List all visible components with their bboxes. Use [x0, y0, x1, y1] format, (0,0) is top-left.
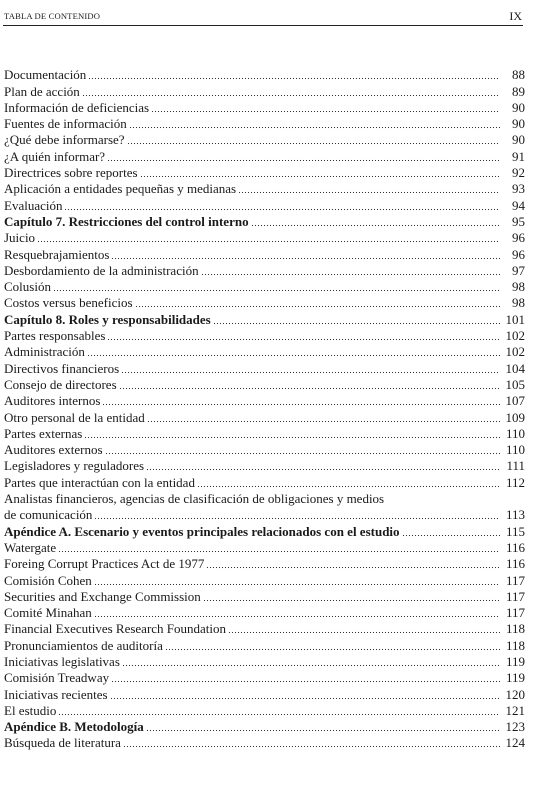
dot-leader: [37, 231, 500, 243]
toc-entry-title: Auditores externos: [4, 442, 103, 458]
toc-entry-title: Evaluación: [4, 197, 63, 213]
toc-entry: [4, 539, 525, 555]
toc-entry-page: 119: [505, 670, 525, 686]
toc-entry-page: 110: [505, 442, 525, 458]
toc-entry-title: Colusión: [4, 279, 51, 295]
toc-entry-title: Watergate: [4, 539, 57, 555]
toc-entry: [4, 571, 525, 587]
toc-entry-page: 89: [512, 83, 525, 99]
toc-entry-title: Juicio: [4, 230, 36, 246]
toc-entry-title: ¿A quién informar?: [4, 148, 106, 164]
toc-entry-title: Financial Executives Research Foundation: [4, 621, 227, 637]
toc-entry-page: 124: [505, 735, 525, 751]
dot-leader: [64, 199, 500, 211]
toc-entry-page: 92: [512, 165, 525, 181]
toc-entry-title: Información de deficiencias: [4, 99, 150, 115]
toc-entry: [4, 147, 525, 163]
dot-leader: [111, 671, 500, 683]
toc-entry: [4, 245, 525, 261]
dot-leader: [119, 378, 500, 390]
toc-entry-title: Partes responsables: [4, 328, 106, 344]
toc-entry-title: Costos versus beneficios: [4, 295, 133, 311]
toc-entry-page: 90: [512, 116, 525, 132]
dot-leader: [111, 248, 500, 260]
toc-entry: [4, 636, 525, 652]
toc-entry: [4, 734, 525, 750]
dot-leader: [102, 394, 500, 406]
toc-entry: [4, 99, 525, 115]
toc-entry-title: Plan de acción: [4, 83, 80, 99]
toc-entry-page: 117: [505, 572, 525, 588]
dot-leader: [228, 622, 500, 634]
toc-entry-title: Documentación: [4, 67, 87, 83]
toc-chapter-entry: [4, 310, 525, 326]
toc-entry: [4, 506, 525, 522]
toc-entry-page: 107: [505, 393, 525, 409]
dot-leader: [165, 639, 500, 651]
toc-entry: [4, 66, 525, 82]
dot-leader: [82, 85, 500, 97]
toc-entry-title: Partes externas: [4, 425, 83, 441]
dot-leader: [58, 704, 500, 716]
toc-entry-page: 110: [505, 425, 525, 441]
dot-leader: [129, 117, 500, 129]
dot-leader: [94, 508, 500, 520]
toc-entry-title: Desbordamiento de la administración: [4, 262, 199, 278]
toc-chapter-entry: [4, 213, 525, 229]
toc-entry: [4, 229, 525, 245]
toc-entry-title: Apéndice B. Metodología: [4, 719, 144, 735]
toc-entry-page: 102: [505, 328, 525, 344]
toc-entry-page: 101: [505, 311, 525, 327]
dot-leader: [201, 264, 500, 276]
toc-entry: [4, 555, 525, 571]
dot-leader: [58, 541, 500, 553]
toc-entry-page: 90: [512, 99, 525, 115]
toc-entry-page: 118: [505, 621, 525, 637]
toc-entry-page: 117: [505, 588, 525, 604]
toc-entry: [4, 262, 525, 278]
toc-entry-page: 88: [512, 67, 525, 83]
dot-leader: [238, 182, 500, 194]
toc-chapter-entry: [4, 718, 525, 734]
toc-entry-page: 97: [512, 262, 525, 278]
dot-leader: [251, 215, 500, 227]
toc-entry-title: Comité Minahan: [4, 605, 92, 621]
toc-entry: [4, 180, 525, 196]
dot-leader: [53, 280, 500, 292]
toc-entry-page: 91: [512, 148, 525, 164]
toc-entry: [4, 408, 525, 424]
dot-leader: [135, 296, 500, 308]
toc-entry-page: 115: [505, 523, 525, 539]
toc-entry-page: 117: [505, 605, 525, 621]
toc-entry: [4, 115, 525, 131]
running-head-page-number: IX: [509, 9, 522, 23]
dot-leader: [88, 68, 500, 80]
toc-entry: [4, 490, 525, 506]
dot-leader: [402, 525, 500, 537]
toc-entry-title: Iniciativas recientes: [4, 686, 108, 702]
dot-leader: [197, 476, 500, 488]
toc-entry-title: Búsqueda de literatura: [4, 735, 121, 751]
toc-entry-title: Otro personal de la entidad: [4, 409, 145, 425]
toc-entry-title: Legisladores y reguladores: [4, 458, 145, 474]
toc-entry-title: El estudio: [4, 702, 57, 718]
toc-entry-page: 105: [505, 376, 525, 392]
toc-entry: [4, 473, 525, 489]
toc-entry-page: 102: [505, 344, 525, 360]
toc-entry: [4, 82, 525, 98]
dot-leader: [107, 150, 500, 162]
toc-entry: [4, 457, 525, 473]
toc-entry-page: 120: [505, 686, 525, 702]
toc-entry-title: de comunicación: [4, 507, 93, 523]
toc-entry: [4, 685, 525, 701]
dot-leader: [121, 362, 500, 374]
running-head-title: TABLA DE CONTENIDO: [4, 11, 101, 21]
toc-entry-title: Comisión Treadway: [4, 670, 110, 686]
toc-entry: [4, 359, 525, 375]
toc-chapter-entry: [4, 522, 525, 538]
toc-entry-title: Partes que interactúan con la entidad: [4, 474, 195, 490]
toc-entry: [4, 131, 525, 147]
toc-entry-page: 96: [512, 230, 525, 246]
dot-leader: [87, 345, 500, 357]
toc-entry-page: 121: [505, 702, 525, 718]
toc-entry-title: Administración: [4, 344, 85, 360]
toc-entry-title: Auditores internos: [4, 393, 101, 409]
toc-entry-page: 96: [512, 246, 525, 262]
toc-entry-title: Pronunciamientos de auditoría: [4, 637, 163, 653]
dot-leader: [140, 166, 500, 178]
toc-entry: [4, 294, 525, 310]
dot-leader: [127, 133, 500, 145]
toc-entry-page: 116: [505, 539, 525, 555]
toc-entry-page: 109: [505, 409, 525, 425]
dot-leader: [122, 655, 500, 667]
toc-entry-page: 95: [512, 213, 525, 229]
dot-leader: [105, 443, 500, 455]
dot-leader: [107, 329, 500, 341]
toc-entry: [4, 164, 525, 180]
toc-entry: [4, 278, 525, 294]
dot-leader: [146, 459, 500, 471]
toc-entry-page: 104: [505, 360, 525, 376]
toc-entry-page: 119: [505, 653, 525, 669]
header-rule: [3, 25, 523, 26]
toc-entry-page: 98: [512, 279, 525, 295]
dot-leader: [84, 427, 500, 439]
toc-entry-title: Comisión Cohen: [4, 572, 92, 588]
toc-entry-page: 116: [505, 556, 525, 572]
dot-leader: [110, 688, 500, 700]
table-of-contents: [4, 66, 525, 750]
toc-entry: [4, 343, 525, 359]
toc-entry-page: 112: [505, 474, 525, 490]
toc-entry: [4, 376, 525, 392]
dot-leader: [213, 313, 500, 325]
dot-leader: [146, 720, 500, 732]
dot-leader: [203, 590, 500, 602]
dot-leader: [94, 606, 500, 618]
toc-entry-title: Directivos financieros: [4, 360, 120, 376]
toc-entry: [4, 604, 525, 620]
toc-entry-page: 90: [512, 132, 525, 148]
toc-entry-title: Directrices sobre reportes: [4, 165, 138, 181]
toc-entry: [4, 196, 525, 212]
toc-entry: [4, 441, 525, 457]
toc-entry-title: ¿Qué debe informarse?: [4, 132, 125, 148]
toc-entry: [4, 653, 525, 669]
toc-entry-title: Fuentes de información: [4, 116, 127, 132]
dot-leader: [147, 411, 500, 423]
toc-entry-page: 123: [505, 719, 525, 735]
toc-entry-title: Resquebrajamientos: [4, 246, 110, 262]
dot-leader: [151, 101, 500, 113]
toc-entry-page: 94: [512, 197, 525, 213]
toc-entry-title: Capítulo 8. Roles y responsabilidades: [4, 311, 211, 327]
toc-entry: [4, 327, 525, 343]
toc-entry-page: 98: [512, 295, 525, 311]
toc-entry-page: 113: [505, 507, 525, 523]
toc-entry-title: Foreing Corrupt Practices Act de 1977: [4, 556, 205, 572]
toc-entry-title: Iniciativas legislativas: [4, 653, 120, 669]
toc-entry-title: Apéndice A. Escenario y eventos principales relacionados con el estudio: [4, 523, 400, 539]
running-head: [4, 9, 522, 25]
toc-entry-title: Analistas financieros, agencias de clasificación de obligaciones y medios: [4, 491, 385, 507]
toc-entry-page: 111: [506, 458, 525, 474]
toc-entry-page: 93: [512, 181, 525, 197]
toc-entry: [4, 620, 525, 636]
toc-entry: [4, 669, 525, 685]
toc-entry-page: 118: [505, 637, 525, 653]
toc-entry-title: Securities and Exchange Commission: [4, 588, 201, 604]
dot-leader: [94, 574, 500, 586]
toc-entry: [4, 588, 525, 604]
dot-leader: [123, 736, 500, 748]
toc-entry-title: Aplicación a entidades pequeñas y medianas: [4, 181, 237, 197]
dot-leader: [206, 557, 500, 569]
toc-entry: [4, 392, 525, 408]
toc-entry: [4, 425, 525, 441]
toc-entry-title: Capítulo 7. Restricciones del control interno: [4, 213, 249, 229]
toc-entry-title: Consejo de directores: [4, 376, 117, 392]
toc-entry: [4, 702, 525, 718]
